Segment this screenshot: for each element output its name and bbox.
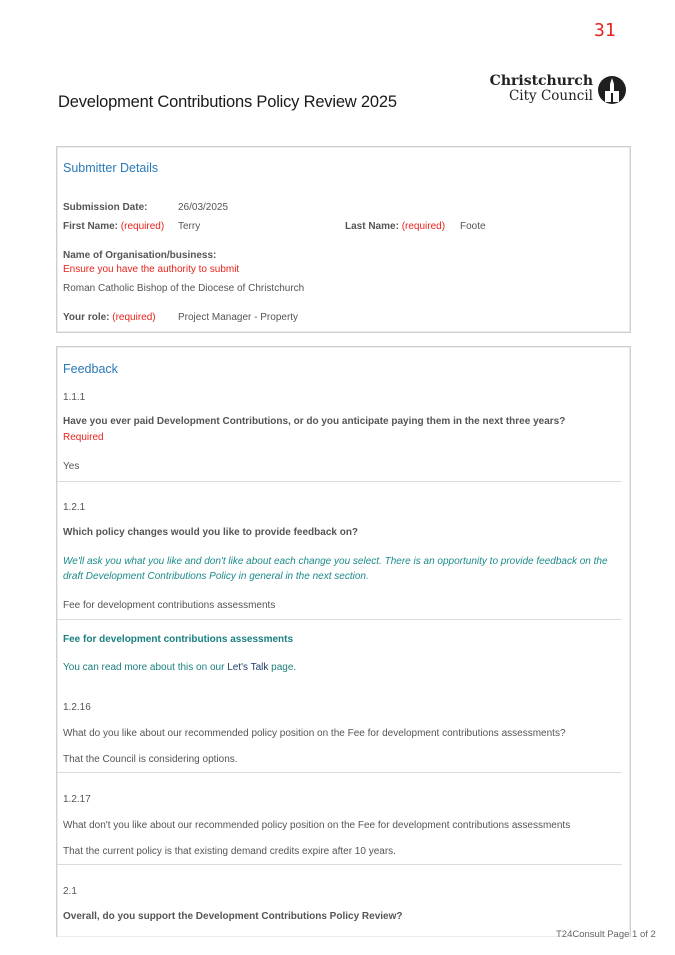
last-name-required: (required): [401, 221, 446, 232]
role-value: Project Manager - Property: [178, 312, 299, 323]
question-number: 1.2.17: [63, 794, 91, 805]
last-name-label: Last Name:: [345, 221, 399, 232]
question-text: What do you like about our recommended policy position on the Fee for development contributions assessments?: [63, 728, 566, 739]
subsection-title: Fee for development contributions assessments: [63, 634, 294, 645]
answer-text: Yes: [63, 461, 80, 472]
question-number: 1.2.1: [63, 502, 86, 513]
page-footer: T24Consult Page 1 of 2: [556, 929, 656, 940]
org-label: Name of Organisation/business:: [63, 250, 217, 261]
page-title: Development Contributions Policy Review 2025: [58, 93, 397, 111]
question-number: 2.1: [63, 886, 77, 897]
first-name: Terry: [178, 221, 201, 232]
role-required: (required): [112, 312, 156, 323]
read-more-prefix: You can read more about this on our: [63, 662, 228, 673]
submission-date-label: Submission Date:: [63, 202, 148, 213]
first-name-row: [63, 221, 164, 232]
submission-date: 26/03/2025: [178, 202, 229, 213]
question-note: We'll ask you what you like and don't like about each change you select. There is an opportunity to provide feedback on the draft Development Contributions Policy in general in the next section.: [63, 556, 608, 582]
submission-date-value: [178, 202, 228, 213]
last-name: Foote: [460, 221, 486, 232]
submitter-heading: Submitter Details: [63, 161, 159, 175]
submitter-details-panel: [56, 146, 631, 333]
submission-date-row: [63, 202, 147, 213]
org-label-row: [63, 250, 216, 261]
last-name-value: [460, 221, 486, 232]
required-note: Required: [63, 432, 104, 443]
read-more-suffix: page.: [268, 662, 297, 673]
question-number: 1.2.16: [63, 702, 91, 713]
feedback-heading: Feedback: [63, 362, 118, 376]
first-name-required: (required): [120, 221, 165, 232]
role-label: Your role:: [63, 312, 110, 323]
question-text: Overall, do you support the Development Contributions Policy Review?: [63, 911, 403, 922]
question-text: Which policy changes would you like to provide feedback on?: [63, 527, 359, 538]
last-name-row: [345, 221, 445, 232]
logo-line-1: Christchurch: [489, 73, 593, 89]
feedback-panel: [56, 346, 631, 937]
answer-text: That the Council is considering options.: [63, 754, 238, 765]
council-logo: [489, 73, 629, 108]
logo-line-2: City Council: [508, 88, 593, 104]
read-more-text: [63, 662, 296, 673]
question-text: What don't you like about our recommended policy position on the Fee for development contributions assessments: [63, 820, 571, 831]
answer-text: That the current policy is that existing demand credits expire after 10 years.: [63, 846, 396, 857]
cathedral-icon: [597, 75, 627, 105]
divider: [57, 481, 622, 482]
page-number: 31: [594, 20, 616, 41]
first-name-value: [178, 221, 200, 232]
lets-talk-link[interactable]: Let's Talk: [227, 662, 269, 673]
org-authority-note: Ensure you have the authority to submit: [63, 264, 240, 275]
first-name-label: First Name:: [63, 221, 119, 232]
answer-text: Fee for development contributions assessments: [63, 600, 276, 611]
role-row: [63, 312, 156, 323]
divider: [57, 772, 622, 773]
question-number: 1.1.1: [63, 392, 86, 403]
org-value: Roman Catholic Bishop of the Diocese of Christchurch: [63, 283, 305, 294]
divider: [57, 864, 622, 865]
divider: [57, 619, 622, 620]
question-text: Have you ever paid Development Contributions, or do you anticipate paying them in the next three years?: [63, 416, 566, 427]
